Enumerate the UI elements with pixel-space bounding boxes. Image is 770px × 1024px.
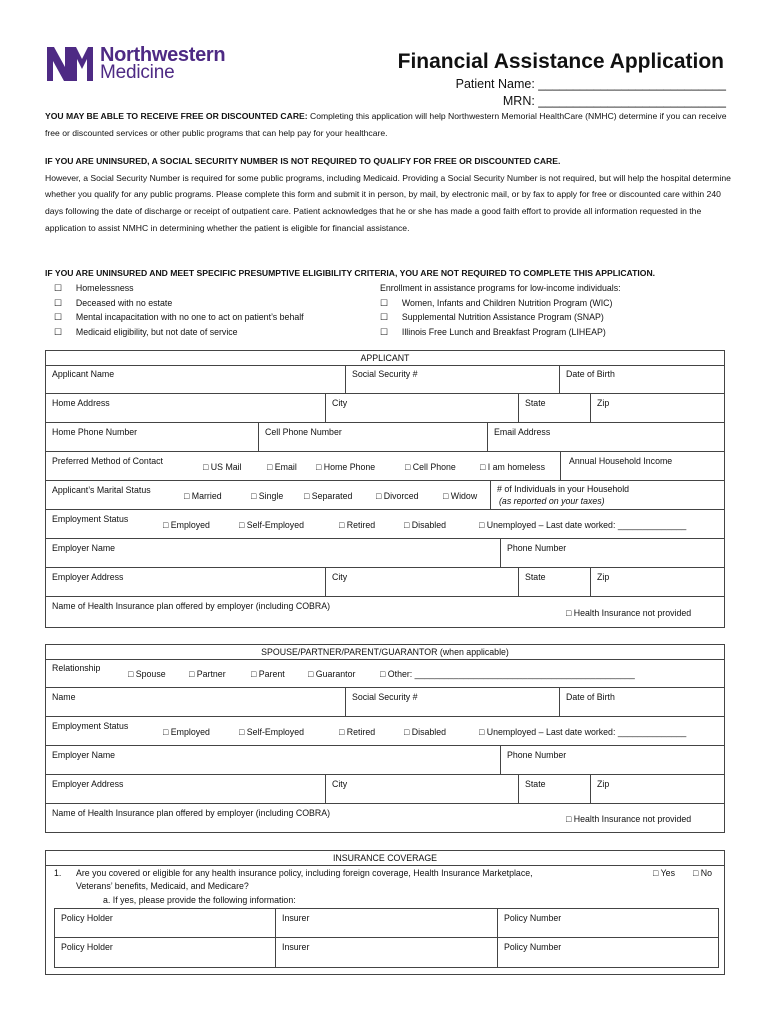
spouse-ssn-field[interactable]: Social Security # — [346, 688, 560, 717]
insurance-heading: INSURANCE COVERAGE — [46, 851, 724, 866]
spouse-employment-option[interactable]: □ Self-Employed — [239, 727, 304, 737]
spouse-employer-city-field[interactable]: City — [326, 775, 519, 804]
presumptive-item[interactable]: ☐ Deceased with no estate — [54, 297, 173, 308]
applicant-name-field[interactable]: Applicant Name — [46, 365, 346, 394]
relationship-option[interactable]: □ Other: _____________________________________________ — [380, 669, 635, 679]
presumptive-item[interactable]: ☐ Homelessness — [54, 283, 134, 293]
presumptive-item[interactable]: ☐ Mental incapacitation with no one to act on patient’s behalf — [54, 312, 304, 322]
employment-option[interactable]: □ Retired — [339, 520, 376, 530]
city-field[interactable]: City — [326, 394, 519, 423]
coverage-yes-checkbox[interactable]: □ Yes — [653, 868, 675, 878]
checkbox-icon[interactable]: ☐ — [380, 297, 388, 308]
checkbox-icon[interactable]: ☐ — [380, 326, 388, 337]
logo-subwordmark: Medicine — [100, 62, 175, 83]
uninsured-lead: IF YOU ARE UNINSURED, A SOCIAL SECURITY NUMBER IS NOT REQUIRED TO QUALIFY FOR FREE OR DISCOUNTED CARE. — [45, 156, 561, 166]
spouse-employment-option[interactable]: □ Disabled — [404, 727, 447, 737]
presumptive-item[interactable]: ☐ Medicaid eligibility, but not date of service — [54, 326, 238, 337]
checkbox-icon[interactable]: ☐ — [54, 297, 62, 308]
spouse-employer-phone-field[interactable]: Phone Number — [501, 746, 724, 775]
contact-option[interactable]: □ I am homeless — [480, 462, 545, 472]
spouse-employer-zip-field[interactable]: Zip — [591, 775, 724, 804]
insurance-section — [45, 850, 725, 975]
spouse-employment-option[interactable]: □ Employed — [163, 727, 210, 737]
home-phone-field[interactable]: Home Phone Number — [46, 423, 259, 452]
employment-status-label: Employment Status — [52, 514, 129, 524]
spouse-employment-option[interactable]: □ Unemployed – Last date worked: ______________ — [479, 727, 687, 737]
state-field[interactable]: State — [519, 394, 591, 423]
spouse-insurance-plan-field[interactable]: Name of Health Insurance plan offered by employer (including COBRA) — [52, 808, 331, 818]
northwestern-logo-mark-icon — [47, 47, 93, 81]
coverage-question: Are you covered or eligible for any health insurance policy, including foreign coverage, Health Insurance Marketplace, — [76, 868, 533, 878]
cell-phone-field[interactable]: Cell Phone Number — [259, 423, 488, 452]
employment-option[interactable]: □ Self-Employed — [239, 520, 304, 530]
applicant-section — [45, 350, 725, 628]
employer-address-field[interactable]: Employer Address — [46, 568, 326, 597]
checkbox-icon[interactable]: ☐ — [380, 312, 388, 322]
spouse-dob-field[interactable]: Date of Birth — [560, 688, 724, 717]
relationship-option[interactable]: □ Parent — [251, 669, 285, 679]
logo-wordmark: Northwestern — [100, 44, 226, 66]
marital-option[interactable]: □ Widow — [443, 491, 478, 501]
intro-paragraph — [45, 108, 731, 141]
checkbox-icon[interactable]: ☐ — [54, 326, 62, 337]
employment-option[interactable]: □ Disabled — [404, 520, 447, 530]
applicant-heading: APPLICANT — [46, 351, 724, 366]
program-item[interactable]: ☐ Supplemental Nutrition Assistance Program (SNAP) — [380, 312, 604, 322]
spouse-employer-address-field[interactable]: Employer Address — [46, 775, 326, 804]
coverage-no-checkbox[interactable]: □ No — [693, 868, 713, 878]
marital-option[interactable]: □ Divorced — [376, 491, 419, 501]
policy-holder-field[interactable]: Policy Holder — [55, 909, 276, 938]
household-income-field[interactable]: Annual Household Income — [561, 452, 724, 481]
policy-number-field[interactable]: Policy Number — [504, 942, 562, 952]
spouse-health-insurance-not-provided-checkbox[interactable]: □ Health Insurance not provided — [566, 814, 692, 824]
email-field[interactable]: Email Address — [488, 423, 724, 452]
contact-option[interactable]: □ Email — [267, 462, 297, 472]
spouse-employment-option[interactable]: □ Retired — [339, 727, 376, 737]
presumptive-right-title: Enrollment in assistance programs for low-income individuals: — [380, 283, 621, 293]
marital-status-label: Applicant’s Marital Status — [52, 485, 151, 495]
insurance-plan-field[interactable]: Name of Health Insurance plan offered by employer (including COBRA) — [52, 601, 331, 611]
intro-text: Completing this application will help Northwestern Memorial HealthCare (NMHC) determine if you can receive free or discounted services or other public programs that can help pay for your healthcare. — [45, 111, 727, 138]
contact-option[interactable]: □ Cell Phone — [405, 462, 456, 472]
policy-holder-field[interactable]: Policy Holder — [55, 938, 276, 967]
employer-zip-field[interactable]: Zip — [591, 568, 724, 597]
employer-name-field[interactable]: Employer Name — [46, 539, 501, 568]
program-item[interactable]: ☐ Illinois Free Lunch and Breakfast Program (LIHEAP) — [380, 326, 606, 337]
policy-instruction: a. If yes, please provide the following information: — [103, 895, 296, 905]
zip-field[interactable]: Zip — [591, 394, 724, 423]
presumptive-left-list — [54, 283, 304, 341]
applicant-dob-field[interactable]: Date of Birth — [560, 365, 724, 394]
checkbox-icon[interactable]: ☐ — [54, 312, 62, 322]
relationship-option[interactable]: □ Guarantor — [308, 669, 356, 679]
uninsured-text: However, a Social Security Number is required for some public programs, including Medicaid. Providing a Social Security Number is not required, but will help the hospital determine whether you qualify for any public programs. Please complete this form and submit it in person, by mail, by electronic mail, or by fax to apply for free or discounted care within 240 days following the date of discharge or receipt of outpatient care. Patient acknowledges that he or she has made a good faith effort to provide all information requested in the application to assist NMHC in determining whether the patient is eligible for financial assistance. — [45, 172, 731, 233]
insurer-field[interactable]: Insurer — [276, 938, 498, 967]
applicant-ssn-field[interactable]: Social Security # — [346, 365, 560, 394]
marital-option[interactable]: □ Separated — [304, 491, 353, 501]
employment-option[interactable]: □ Unemployed – Last date worked: ______________ — [479, 520, 687, 530]
health-insurance-not-provided-checkbox[interactable]: □ Health Insurance not provided — [566, 608, 692, 618]
insurer-field[interactable]: Insurer — [276, 909, 498, 938]
checkbox-icon[interactable]: ☐ — [54, 283, 62, 293]
question-number: 1. — [54, 868, 62, 878]
marital-option[interactable]: □ Married — [184, 491, 222, 501]
employment-option[interactable]: □ Employed — [163, 520, 210, 530]
marital-option[interactable]: □ Single — [251, 491, 284, 501]
relationship-option[interactable]: □ Spouse — [128, 669, 166, 679]
mrn-field[interactable]: MRN: ___________________________ — [502, 94, 726, 108]
patient-name-field[interactable]: Patient Name: ___________________________ — [455, 77, 726, 91]
uninsured-paragraph — [45, 153, 731, 237]
spouse-employer-state-field[interactable]: State — [519, 775, 591, 804]
program-item[interactable]: ☐ Women, Infants and Children Nutrition Program (WIC) — [380, 297, 613, 308]
household-size-field[interactable]: # of Individuals in your Household (as reported on your taxes) — [491, 481, 724, 510]
presumptive-right-list — [380, 283, 621, 341]
relationship-option[interactable]: □ Partner — [189, 669, 226, 679]
employer-phone-field[interactable]: Phone Number — [501, 539, 724, 568]
presumptive-heading: IF YOU ARE UNINSURED AND MEET SPECIFIC PRESUMPTIVE ELIGIBILITY CRITERIA, YOU ARE NOT REQUIRED TO COMPLETE THIS APPLICATION. — [45, 268, 656, 278]
employer-state-field[interactable]: State — [519, 568, 591, 597]
policy-table — [54, 908, 719, 968]
spouse-employer-name-field[interactable]: Employer Name — [46, 746, 501, 775]
home-address-field[interactable]: Home Address — [46, 394, 326, 423]
contact-option[interactable]: □ Home Phone — [316, 462, 376, 472]
contact-method-label: Preferred Method of Contact — [52, 456, 163, 466]
employer-city-field[interactable]: City — [326, 568, 519, 597]
policy-number-field[interactable]: Policy Number — [498, 909, 718, 938]
spouse-heading: SPOUSE/PARTNER/PARENT/GUARANTOR (when applicable) — [46, 645, 724, 660]
page-title: Financial Assistance Application — [397, 50, 724, 73]
coverage-question-cont: Veterans’ benefits, Medicaid, and Medicare? — [76, 881, 249, 891]
spouse-section — [45, 644, 725, 833]
relationship-label: Relationship — [52, 663, 101, 673]
spouse-employment-label: Employment Status — [52, 721, 129, 731]
intro-lead: YOU MAY BE ABLE TO RECEIVE FREE OR DISCOUNTED CARE: — [45, 111, 308, 121]
spouse-name-field[interactable]: Name — [46, 688, 346, 717]
contact-option[interactable]: □ US Mail — [203, 462, 242, 472]
